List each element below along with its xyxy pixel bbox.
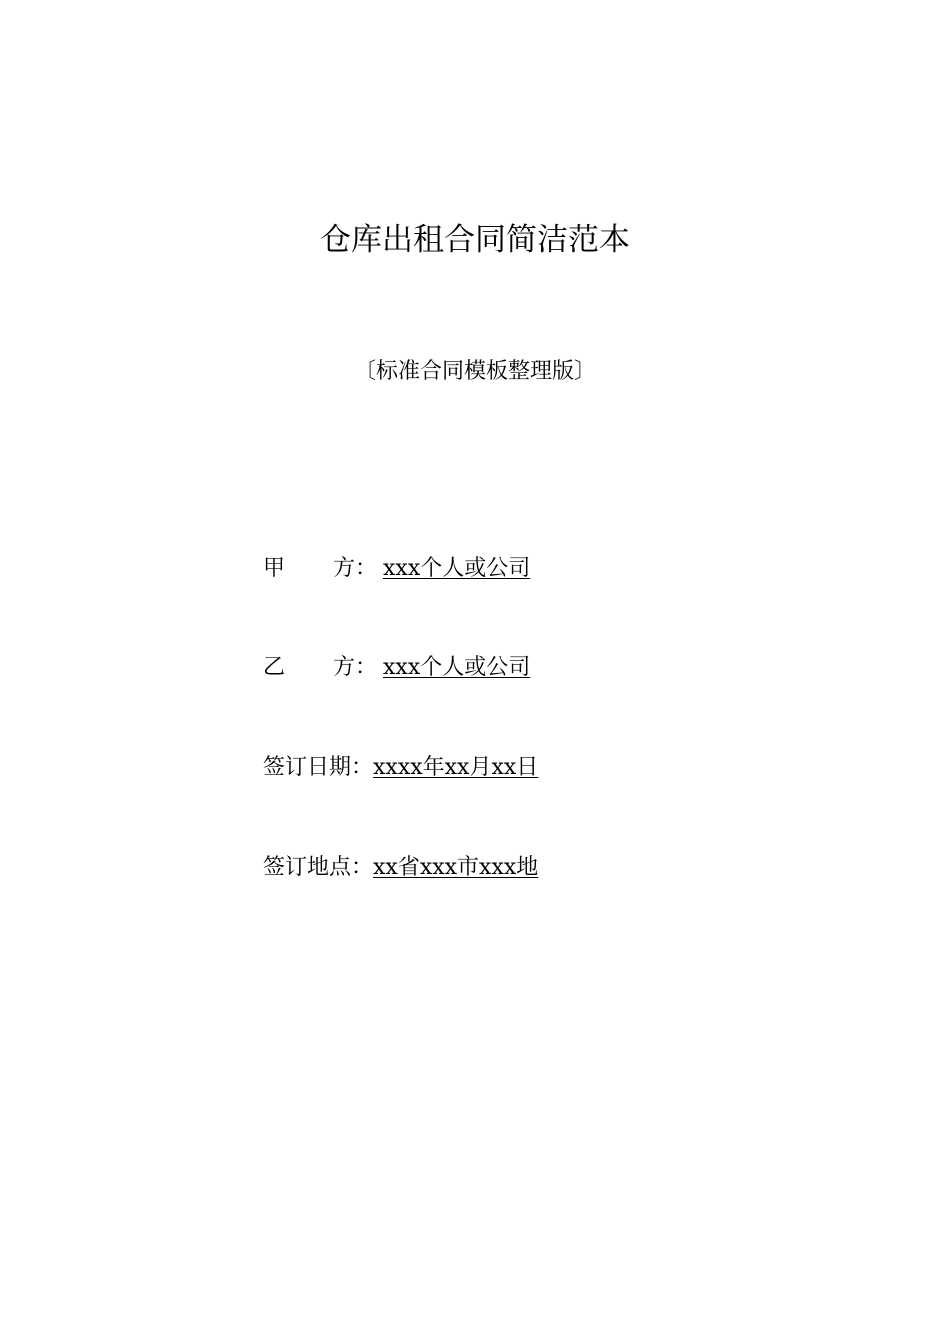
signing-place-field bbox=[263, 852, 538, 884]
document-subtitle: 〔标准合同模板整理版〕 bbox=[353, 359, 596, 384]
document-title: 仓库出租合同简洁范本 bbox=[320, 222, 630, 258]
signing-date-label: 签订日期： bbox=[263, 755, 374, 780]
signing-place-label: 签订地点： bbox=[263, 855, 374, 880]
signing-place-value: xx省xxx市xxx地 bbox=[373, 855, 539, 880]
party-b-label-suffix: 方： bbox=[333, 655, 378, 680]
party-a-value: xxx个人或公司 bbox=[383, 556, 531, 581]
party-b-value: xxx个人或公司 bbox=[383, 655, 531, 680]
party-a-label-suffix: 方： bbox=[333, 556, 378, 581]
party-a-label bbox=[263, 553, 383, 585]
party-b-label bbox=[263, 652, 383, 684]
signing-date-value: xxxx年xx月xx日 bbox=[373, 755, 539, 780]
party-a-label-char: 甲 bbox=[263, 556, 286, 581]
party-b-label-char: 乙 bbox=[263, 655, 286, 680]
party-b-field bbox=[263, 652, 530, 684]
party-a-field bbox=[263, 553, 530, 585]
signing-date-field bbox=[263, 752, 538, 784]
